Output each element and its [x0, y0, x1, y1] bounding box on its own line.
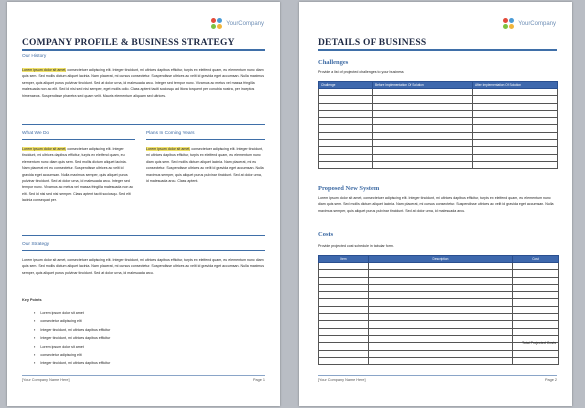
table-cell[interactable]: [319, 328, 369, 335]
table-cell[interactable]: [369, 314, 513, 321]
document-page-1: [7, 2, 280, 406]
table-row: [319, 110, 558, 117]
total-costs-label: Total Projected Costs: [522, 341, 556, 345]
table-cell[interactable]: [473, 96, 558, 103]
column-header: Item: [319, 256, 369, 263]
logo-text: YourCompany: [226, 21, 264, 27]
section-divider: [22, 250, 265, 251]
table-cell[interactable]: [369, 292, 513, 299]
highlighted-text: Lorem ipsum dolor sit amet,: [146, 147, 191, 151]
table-cell[interactable]: [473, 118, 558, 125]
column-divider-left: [22, 139, 135, 140]
title-divider: [22, 49, 265, 51]
table-cell[interactable]: [513, 270, 559, 277]
table-cell[interactable]: [369, 306, 513, 313]
section-heading-what-we-do: What We Do: [22, 131, 50, 136]
list-item: ▪ Integer tincidunt, mi ultrices dapibus efficitur: [34, 326, 110, 334]
table-cell[interactable]: [473, 140, 558, 147]
section-heading-challenges: Challenges: [318, 59, 349, 66]
table-row: [319, 96, 558, 103]
table-cell[interactable]: [369, 328, 513, 335]
table-row: [319, 350, 559, 357]
section-divider: [22, 235, 265, 236]
table-cell[interactable]: [319, 125, 373, 132]
section-heading-our-strategy: Our Strategy: [22, 242, 50, 247]
table-cell[interactable]: [473, 132, 558, 139]
table-cell[interactable]: [373, 89, 473, 96]
table-row: [319, 132, 558, 139]
table-cell[interactable]: [369, 299, 513, 306]
table-cell[interactable]: [373, 110, 473, 117]
list-item: ▪ Lorem ipsum dolor sit amet: [34, 343, 110, 351]
table-cell[interactable]: [513, 292, 559, 299]
logo-text: YourCompany: [518, 21, 556, 27]
column-header: After Implementation Of Solution: [473, 82, 558, 89]
table-cell[interactable]: [369, 284, 513, 291]
table-cell[interactable]: [319, 154, 373, 161]
column-header: Cost: [513, 256, 559, 263]
highlighted-text: Lorem ipsum dolor sit amet,: [22, 147, 67, 151]
table-cell[interactable]: [319, 277, 369, 284]
key-points-list: [34, 309, 110, 368]
table-row: [319, 263, 559, 270]
document-page-2: [299, 2, 572, 406]
table-row: [319, 284, 559, 291]
table-cell[interactable]: [319, 350, 369, 357]
table-row: [319, 328, 559, 335]
column-header: Before Implementation Of Solution: [373, 82, 473, 89]
table-row: [319, 161, 558, 168]
page-footer: [318, 375, 557, 382]
list-item: ▪ Lorem ipsum dolor sit amet: [34, 309, 110, 317]
table-cell[interactable]: [373, 118, 473, 125]
table-cell[interactable]: [319, 299, 369, 306]
proposed-system-text: Lorem ipsum dolor sit amet, consectetuer adipiscing elit. Integer tincidunt, mi ultrices dapibus efficitur, turpis ex eleifend quam, eu elementum nunc diam quis sem. Sed mollis dictum aliquet lacinia. Nam placerat, mi cursus consectetur. Suspendisse ultrices ac velit id gravida eget accumsan. Nulla maximus semper, quis aliquet purus pulvinar tincidunt. Sed at dolor urna, id malesuada arcu.: [318, 196, 554, 213]
table-cell[interactable]: [319, 110, 373, 117]
table-cell[interactable]: [369, 350, 513, 357]
section-heading-costs: Costs: [318, 231, 334, 238]
table-cell[interactable]: [513, 306, 559, 313]
table-cell[interactable]: [319, 103, 373, 110]
table-cell[interactable]: [319, 343, 369, 350]
table-cell[interactable]: [369, 321, 513, 328]
table-cell[interactable]: [373, 140, 473, 147]
list-item: ▪ Integer tincidunt, mi ultrices dapibus efficitur: [34, 359, 110, 367]
table-cell[interactable]: [373, 132, 473, 139]
footer-company-name: [Your Company Name Here]: [318, 378, 366, 382]
footer-page-number: Page 1: [252, 378, 265, 382]
table-cell[interactable]: [513, 263, 559, 270]
table-cell[interactable]: [369, 270, 513, 277]
table-row: [319, 147, 558, 154]
company-logo: [211, 18, 264, 30]
table-cell[interactable]: [513, 321, 559, 328]
table-cell[interactable]: [319, 284, 369, 291]
table-cell[interactable]: [373, 103, 473, 110]
table-row: [319, 314, 559, 321]
table-row: [319, 125, 558, 132]
table-row: [319, 154, 558, 161]
list-item: ▪ Integer tincidunt, mi ultrices dapibus efficitur: [34, 334, 110, 342]
table-row: [319, 118, 558, 125]
table-cell[interactable]: [319, 118, 373, 125]
our-history-text: Lorem ipsum dolor sit amet, consectetuer adipiscing elit. Integer tincidunt, mi ultrices dapibus efficitur, turpis ex eleifend quam, eu elementum nunc diam quis sem. Sed mollis dictum aliquet lacinia. Nam placerat, mi cursus consectetur. Suspendisse ultrices ac velit id gravida eget accumsan. Nulla maximus semper, quis aliquet purus pulvinar tincidunt. Sed at dolor urna, id malesuada arcu. Integer sed tempor nunc. Vivamus ac metus vel massa fringilla malesuada non ac elit. Sed id nisi sed nisi semper, eget mollis odio. Class aptent taciti sociosqu ad litora torquent per conubia nostra, per inceptos himenaeos. Suspendisse pharetra sed quam velit. Mauris elementum aliquam sed ultrices.: [22, 68, 265, 98]
table-cell[interactable]: [319, 96, 373, 103]
table-cell[interactable]: [319, 292, 369, 299]
title-divider: [318, 49, 557, 51]
what-we-do-text: Lorem ipsum dolor sit amet, consectetuer adipiscing elit. Integer tincidunt, mi ultrices dapibus efficitur, turpis ex eleifend quam, eu elementum nunc diam quis sem. Sed mollis dictum aliquet lacinia. Nam placerat mi eu consectetur. Suspendisse ultrices ac velit id gravida eget accumsan. Nulla maximus semper, quis aliquet purus pulvinar tincidunt. Sed at dolor urna, id malesuada arcu. Integer sed tempor nunc. Vivamus ac metus vel massa fringilla malesuada non ac elit. Sed id nisi sed nisi semper. Class aptent taciti sociosqu. Sed elit lacinia consequat per.: [22, 147, 134, 203]
table-header-row: [319, 256, 559, 263]
table-cell[interactable]: [369, 277, 513, 284]
table-cell[interactable]: [319, 161, 373, 168]
table-row: [319, 299, 559, 306]
table-cell[interactable]: [513, 314, 559, 321]
section-heading-plans: Plans In Coming Years: [146, 131, 195, 136]
table-cell[interactable]: [513, 284, 559, 291]
table-cell[interactable]: [373, 161, 473, 168]
highlighted-text: Lorem ipsum dolor sit amet,: [22, 68, 67, 72]
table-cell[interactable]: [473, 89, 558, 96]
logo-mark-icon: [211, 18, 223, 30]
table-row: [319, 306, 559, 313]
table-row: [319, 321, 559, 328]
table-cell[interactable]: [373, 96, 473, 103]
table-cell[interactable]: [473, 125, 558, 132]
column-header: Challenge: [319, 82, 373, 89]
table-cell[interactable]: [369, 357, 513, 364]
list-item: ▪ consectetur adipiscing elit: [34, 351, 110, 359]
table-row: [319, 103, 558, 110]
page-title: DETAILS OF BUSINESS: [318, 38, 427, 48]
table-cell[interactable]: [319, 321, 369, 328]
table-cell[interactable]: [473, 147, 558, 154]
table-cell[interactable]: [369, 343, 513, 350]
table-row: [319, 140, 558, 147]
challenges-intro: Provide a list of projected challenges to your business: [318, 70, 404, 74]
table-row: [319, 357, 559, 364]
table-cell[interactable]: [373, 125, 473, 132]
plans-text: Lorem ipsum dolor sit amet, consectetuer adipiscing elit. Integer tincidunt, mi ultrices dapibus efficitur, turpis ex eleifend quam, eu elementum nunc diam quis sem. Sed mollis dictum aliquet lacinia. Nam placerat, mi eu consectetur. Suspendisse ultrices ac velit id gravida eget accumsan. Nulla maximus semper, quis aliquet purus pulvinar tincidunt. Sed at dolor urna, id malesuada arcu. Class aptent.: [146, 147, 264, 184]
table-cell[interactable]: [373, 154, 473, 161]
costs-intro: Provide projected cost schedule in tabular form.: [318, 244, 394, 248]
logo-mark-icon: [503, 18, 515, 30]
table-cell[interactable]: [513, 299, 559, 306]
section-divider: [22, 124, 265, 125]
table-row: [319, 89, 558, 96]
column-header: Description: [369, 256, 513, 263]
table-cell[interactable]: [513, 277, 559, 284]
table-cell[interactable]: [319, 357, 369, 364]
key-points-heading: Key Points: [22, 298, 42, 302]
table-cell[interactable]: [369, 263, 513, 270]
table-cell[interactable]: [319, 263, 369, 270]
section-heading-our-history: Our History: [22, 54, 47, 59]
page-footer: [22, 375, 265, 382]
table-cell[interactable]: [513, 350, 559, 357]
table-cell[interactable]: [319, 270, 369, 277]
table-cell[interactable]: [319, 314, 369, 321]
table-cell[interactable]: [319, 89, 373, 96]
table-cell[interactable]: [473, 103, 558, 110]
table-cell[interactable]: [369, 335, 513, 342]
table-cell[interactable]: [319, 147, 373, 154]
column-divider-right: [146, 139, 265, 140]
costs-table: [318, 255, 559, 365]
footer-company-name: [Your Company Name Here]: [22, 378, 70, 382]
our-strategy-text: Lorem ipsum dolor sit amet, consectetuer adipiscing elit. Integer tincidunt, mi ultrices dapibus efficitur, turpis ex eleifend quam, eu elementum nunc diam quis sem. Sed mollis dictum aliquet lacinia. Nam placerat, mi cursus consectetur. Suspendisse ultrices ac velit id gravida eget accumsan. Nulla maximus semper, quis aliquet purus pulvinar tincidunt. Sed at dolor urna, id malesuada arcu.: [22, 258, 265, 275]
table-cell[interactable]: [513, 357, 559, 364]
table-cell[interactable]: [319, 132, 373, 139]
table-cell[interactable]: [513, 328, 559, 335]
table-cell[interactable]: [373, 147, 473, 154]
table-cell[interactable]: [473, 110, 558, 117]
table-cell[interactable]: [319, 306, 369, 313]
table-cell[interactable]: [473, 154, 558, 161]
list-item: ▪ consectetur adipiscing elit: [34, 317, 110, 325]
table-cell[interactable]: [319, 140, 373, 147]
section-heading-proposed-system: Proposed New System: [318, 185, 380, 192]
table-row: [319, 277, 559, 284]
footer-page-number: Page 2: [544, 378, 557, 382]
table-cell[interactable]: [473, 161, 558, 168]
company-logo: [503, 18, 556, 30]
table-cell[interactable]: [319, 335, 369, 342]
table-header-row: [319, 82, 558, 89]
page-title: COMPANY PROFILE & BUSINESS STRATEGY: [22, 38, 235, 48]
table-row: [319, 270, 559, 277]
table-row: [319, 292, 559, 299]
challenges-table: [318, 81, 558, 169]
